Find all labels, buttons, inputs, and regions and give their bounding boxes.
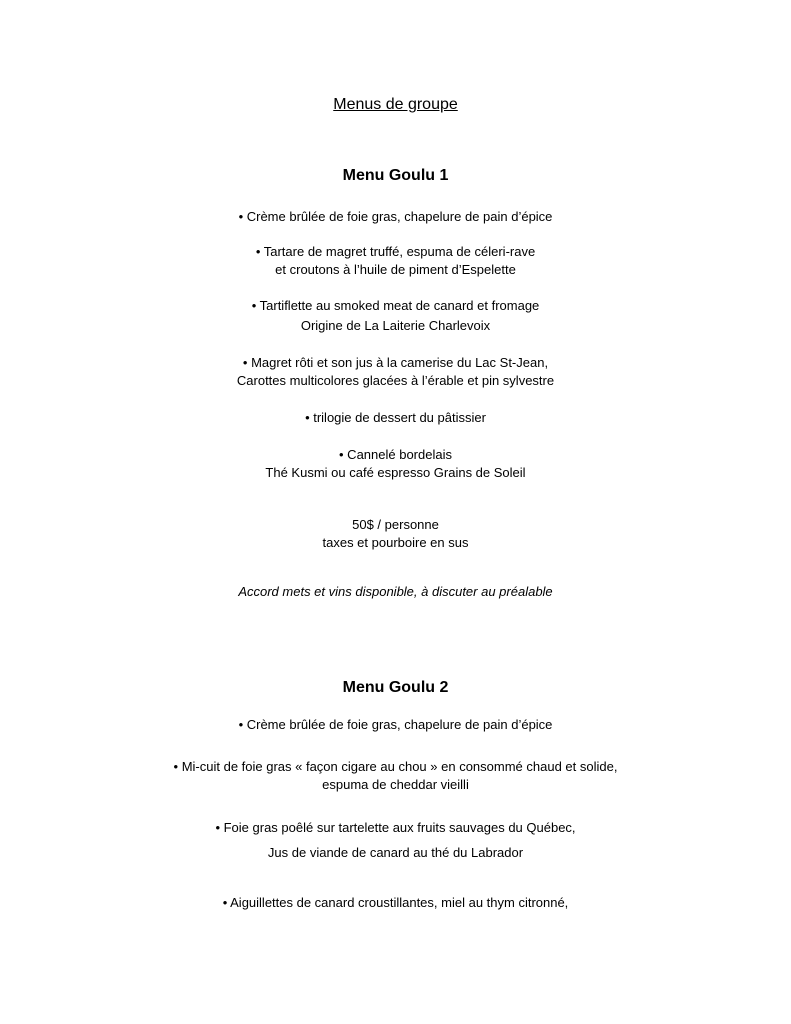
menu-1-item-4-detail: Carottes multicolores glacées à l’érable et pin sylvestre	[236, 373, 555, 388]
menu-2-item-1: • Crème brûlée de foie gras, chapelure de pain d’épice	[238, 717, 553, 732]
menu-1-item-2-detail: et croutons à l’huile de piment d’Espelette	[275, 262, 516, 277]
menu-1-item-2: • Tartare de magret truffé, espuma de céleri-rave	[255, 244, 536, 259]
menu-1-title: Menu Goulu 1	[342, 167, 449, 184]
menu-1-item-5: • trilogie de dessert du pâtissier	[305, 410, 486, 425]
menu-1-item-3: • Tartiflette au smoked meat de canard et fromage	[251, 298, 540, 313]
menu-1-item-6-detail: Thé Kusmi ou café espresso Grains de Soleil	[265, 465, 526, 480]
menu-1-item-6: • Cannelé bordelais	[339, 447, 452, 462]
menu-2-item-3-detail: Jus de viande de canard au thé du Labrador	[267, 845, 524, 860]
menu-1-item-4: • Magret rôti et son jus à la camerise du Lac St-Jean,	[242, 355, 549, 370]
menu-2-item-2-detail: espuma de cheddar vieilli	[322, 777, 469, 792]
menu-2-title: Menu Goulu 2	[342, 679, 449, 696]
page-title: Menus de groupe	[333, 96, 458, 113]
menu-2-item-2: • Mi-cuit de foie gras « façon cigare au chou » en consommé chaud et solide,	[173, 759, 618, 774]
menu-1-price-note: taxes et pourboire en sus	[322, 535, 469, 550]
menu-2-item-4: • Aiguillettes de canard croustillantes, miel au thym citronné,	[222, 895, 569, 910]
menu-1-item-1: • Crème brûlée de foie gras, chapelure de pain d’épice	[238, 209, 553, 224]
menu-1-wine-note: Accord mets et vins disponible, à discuter au préalable	[238, 584, 553, 599]
menu-1-price: 50$ / personne	[352, 517, 439, 532]
menu-1-item-3-detail: Origine de La Laiterie Charlevoix	[300, 318, 491, 333]
menu-2-item-3: • Foie gras poêlé sur tartelette aux fruits sauvages du Québec,	[215, 820, 576, 835]
